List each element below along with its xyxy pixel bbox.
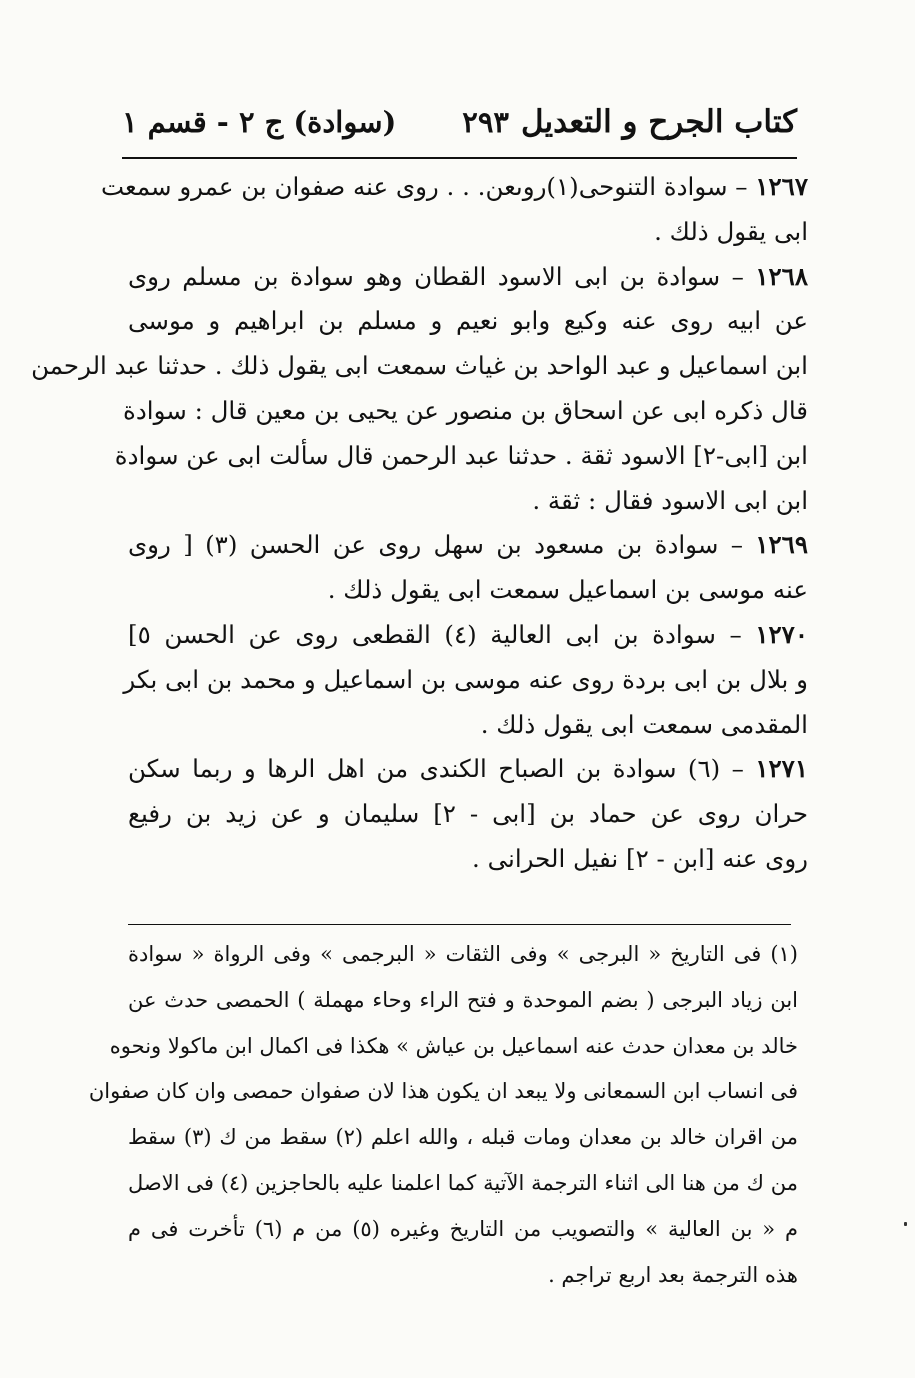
footnote-line: خالد بن معدان حدث عنه اسماعيل بن عياش » هكذا فى اكمال ابن ماكولا ونحوه [109,1033,798,1058]
entry-line [128,747,808,792]
scan-speck [904,1222,907,1226]
footnote-line: م « بن العالية » والتصويب من التاريخ وغيره (٥) من م (٦) تأخرت فى م [128,1216,798,1241]
entry-line: ابن [ابى-٢] الاسود ثقة . حدثنا عبد الرحمن قال سألت ابى عن سوادة [114,440,808,470]
entry-line: ابن اسماعيل و عبد الواحد بن غياث سمعت ابى يقول ذلك . حدثنا عبد الرحمن [31,351,808,381]
footnote-line: فى انساب ابن السمعانى ولا يبعد ان يكون هذا لان صفوان حمصى وان كان صفوان [88,1079,798,1104]
footnote-line: من ك من هنا الى اثناء الترجمة الآتية كما اعلمنا عليه بالحاجزين (٤) فى الاصل [128,1170,798,1195]
entry-line: روى عنه [ابن - ٢] نفيل الحرانى . [472,843,808,873]
entry-line [128,523,808,568]
entry-text: – سوادة بن ابى الاسود القطان وهو سوادة بن مسلم روى [128,261,744,291]
entry-1268 [31,255,808,524]
footnote-rule [128,924,791,925]
entry-1271 [128,747,808,881]
entry-number: ١٢٦٩ [755,530,808,560]
entries-body [31,165,808,882]
entry-text: – سوادة بن مسعود بن سهل روى عن الحسن (٣) [ روى [128,530,743,560]
entry-line: عنه موسى بن اسماعيل سمعت ابى يقول ذلك . [327,575,808,605]
footnotes [88,932,798,1298]
entry-number: ١٢٦٨ [755,261,808,291]
entry-number: ١٢٧٠ [755,619,808,649]
entry-1270 [123,613,808,747]
footnote-line: هذه الترجمة بعد اربع تراجم . [548,1262,798,1287]
entry-line: ابى يقول ذلك . [654,216,808,246]
entry-1267 [100,165,808,255]
entry-line: قال ذكره ابى عن اسحاق بن منصور عن يحيى بن معين قال : سوادة [123,395,808,425]
entry-text: – سوادة التنوحى(١)روىعن. . . روى عنه صفوان بن عمرو سمعت [100,172,748,201]
entry-1269 [128,523,808,613]
section-label: (سوادة) ج ٢ - قسم ١ [122,105,397,139]
entry-line [128,613,808,658]
entry-line: حران روى عن حماد بن [ابى - ٢] سليمان و عن زيد بن رفيع [128,799,808,829]
entry-line [100,165,808,210]
footnote-line: (١) فى التاريخ « البرجى » وفى الثقات « البرجمى » وفى الرواة « سوادة [128,942,798,966]
entry-number: ١٢٦٧ [755,172,808,201]
book-title: كتاب الجرح و التعديل [520,104,797,140]
entry-number: ١٢٧١ [755,754,808,784]
entry-line: و بلال بن ابى بردة روى عنه موسى بن اسماعيل و محمد بن ابى بكر [123,664,808,694]
page-number: ٢٩٣ [462,105,510,139]
entry-text: – سوادة بن ابى العالية (٤) القطعى روى عن الحسن ٥] [128,619,742,649]
entry-line: عن ابيه روى عنه وكيع وابو نعيم و مسلم بن ابراهيم و موسى [128,306,808,336]
entry-text: – (٦) سوادة بن الصباح الكندى من اهل الرها و ربما سكن [128,754,744,784]
entry-line: المقدمى سمعت ابى يقول ذلك . [480,709,808,739]
header-rule [122,157,797,159]
page-header [122,96,797,148]
footnote-line: من اقران خالد بن معدان ومات قبله ، والله اعلم (٢) سقط من ك (٣) سقط [128,1125,798,1150]
entry-line: ابن ابى الاسود فقال : ثقة . [532,485,808,515]
footnote-line: ابن زياد البرجى ( بضم الموحدة و فتح الراء وحاء مهملة ) الحمصى حدث عن [128,987,798,1012]
entry-line [128,255,808,300]
